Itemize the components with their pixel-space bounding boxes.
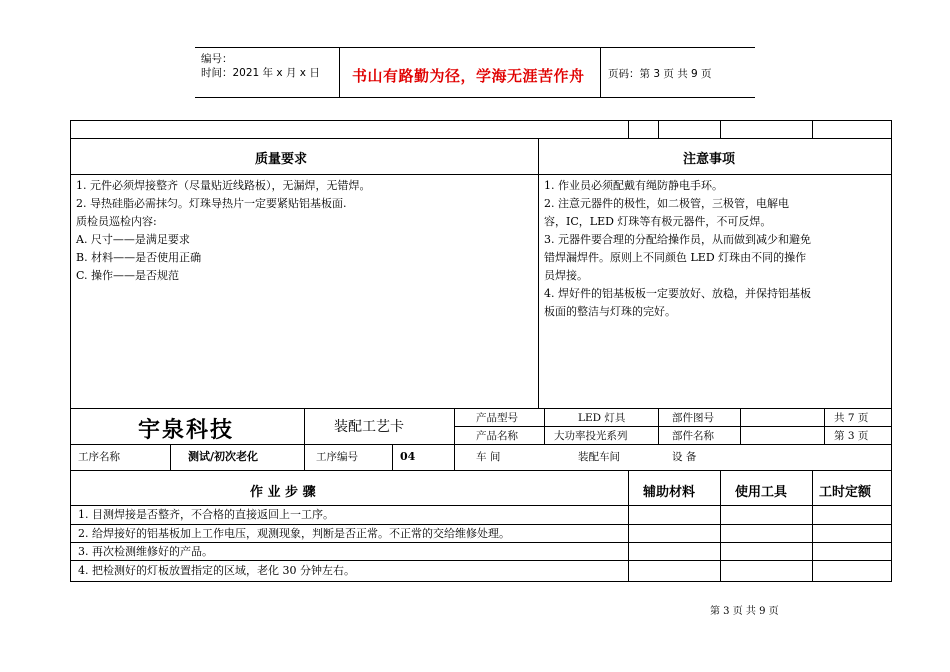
drawing-label: 部件图号 (672, 412, 714, 424)
process-name-value: 测试/初次老化 (188, 450, 259, 463)
notes-line: 3. 元器件要合理的分配给操作员，从而做到减少和避免 (544, 233, 811, 246)
quality-line: A. 尺寸——是满足要求 (76, 233, 190, 246)
page-indicator: 页码：第 3 页 共 9 页 (608, 68, 712, 80)
notes-title: 注意事项 (683, 152, 736, 167)
equipment-label: 设 备 (672, 451, 697, 463)
quality-line: C. 操作——是否规范 (76, 269, 180, 282)
workshop-value: 装配车间 (578, 451, 620, 463)
footer-page-number: 第 3 页 共 9 页 (710, 606, 779, 617)
motto-text: 书山有路勤为径，学海无涯苦作舟 (352, 67, 585, 85)
quality-line: 1. 元件必须焊接整齐（尽量贴近线路板），无漏焊，无错焊。 (76, 179, 371, 192)
notes-line: 员焊接。 (544, 269, 588, 282)
aux-materials-header: 辅助材料 (643, 485, 696, 500)
time-quota-header: 工时定额 (819, 485, 872, 500)
date-label: 时间：2021 年 x 月 x 日 (201, 67, 320, 79)
model-value: LED 灯具 (578, 412, 626, 424)
notes-list (544, 177, 811, 321)
part-name-label: 部件名称 (672, 430, 714, 442)
notes-line: 2. 注意元器件的极性，如二极管，三极管，电解电 (544, 197, 789, 210)
step-row: 3. 再次检测维修好的产品。 (78, 545, 213, 558)
notes-line: 错焊漏焊件。原则上不同颜色 LED 灯珠由不同的操作 (544, 251, 807, 264)
total-pages: 共 7 页 (834, 412, 869, 424)
notes-line: 1. 作业员必须配戴有绳防静电手环。 (544, 179, 723, 192)
name-label: 产品名称 (476, 430, 518, 442)
workshop-label: 车 间 (476, 451, 501, 463)
steps-title: 作 业 步 骤 (250, 485, 316, 500)
model-label: 产品型号 (476, 412, 518, 424)
company-name: 宇泉科技 (138, 417, 235, 443)
quality-line: 2. 导热硅脂必需抹匀。灯珠导热片一定要紧贴铝基板面. (76, 197, 347, 210)
notes-line: 4. 焊好件的铝基板板一定要放好、放稳，并保持铝基板 (544, 287, 811, 300)
process-no-label: 工序编号 (316, 451, 358, 463)
step-row: 4. 把检测好的灯板放置指定的区域，老化 30 分钟左右。 (78, 564, 355, 577)
step-row: 1. 目测焊接是否整齐，不合格的直接返回上一工序。 (78, 508, 334, 521)
quality-line: 质检员巡检内容: (76, 215, 157, 228)
step-row: 2. 给焊接好的铝基板加上工作电压，观测现象，判断是否正常。不正常的交给维修处理。 (78, 527, 510, 540)
quality-line: B. 材料——是否使用正确 (76, 251, 202, 264)
code-label: 编号： (201, 53, 233, 65)
notes-line: 板面的整洁与灯珠的完好。 (544, 305, 676, 318)
card-type: 装配工艺卡 (334, 419, 404, 435)
quality-list (76, 177, 371, 285)
page-number: 第 3 页 (834, 430, 869, 442)
process-name-label: 工序名称 (78, 451, 120, 463)
tools-header: 使用工具 (735, 485, 788, 500)
notes-line: 容，IC，LED 灯珠等有极元器件，不可反焊。 (544, 215, 772, 228)
quality-title: 质量要求 (255, 152, 308, 167)
process-no-value: 04 (400, 450, 416, 463)
name-value: 大功率投光系列 (554, 430, 628, 442)
